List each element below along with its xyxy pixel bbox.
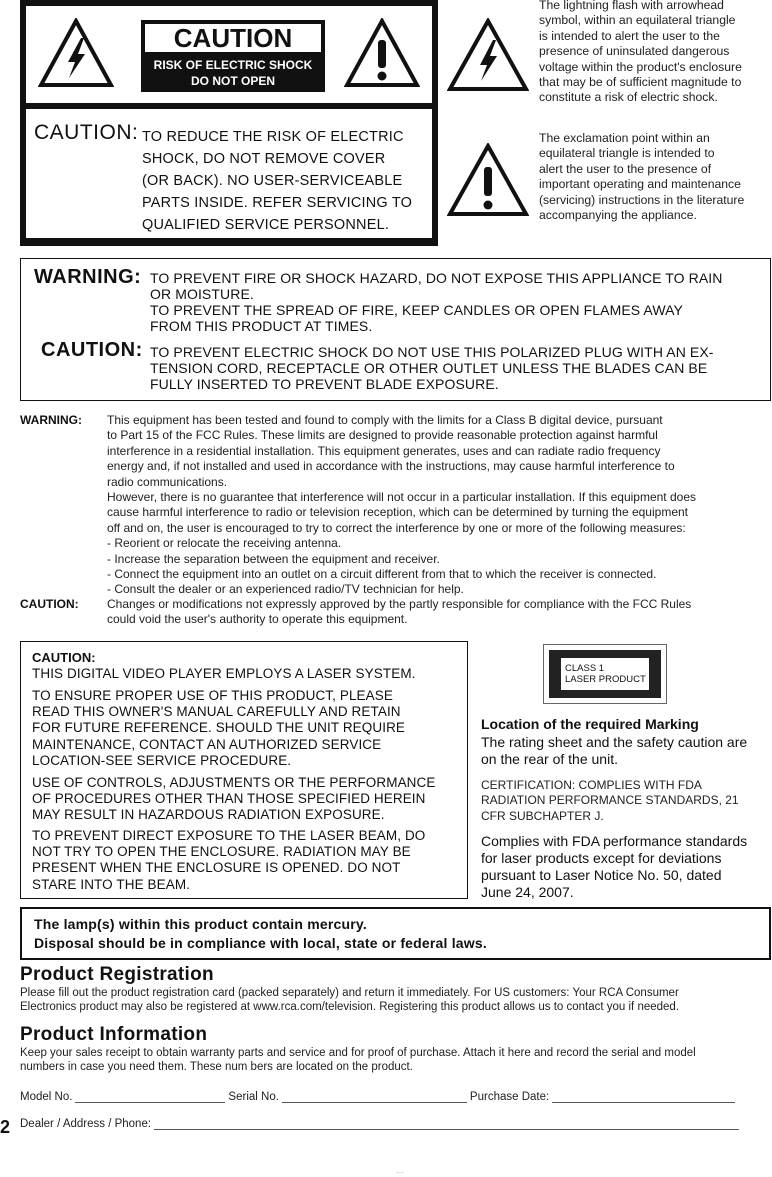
text-line: presence of uninsulated dangerous bbox=[539, 44, 730, 59]
certification-text bbox=[481, 778, 771, 824]
text-line: The rating sheet and the safety caution are bbox=[481, 734, 748, 750]
model-number-field[interactable] bbox=[75, 1092, 225, 1103]
purchase-date-field[interactable] bbox=[552, 1092, 735, 1103]
caution-label: CAUTION: bbox=[41, 339, 143, 361]
text-line: FROM THIS PRODUCT AT TIMES. bbox=[150, 318, 373, 334]
information-title: Product Information bbox=[20, 1024, 208, 1045]
laser-caution-box bbox=[20, 641, 468, 899]
label-line: CLASS 1 bbox=[565, 663, 605, 674]
mercury-notice-box bbox=[20, 907, 771, 960]
caution-line: (OR BACK). NO USER-SERVICEABLE bbox=[142, 173, 403, 189]
model-label: Model No. bbox=[20, 1091, 73, 1103]
list-item: - Connect the equipment into an outlet on a circuit different from that to which the receiver is connected. bbox=[107, 567, 657, 582]
list-item: - Increase the separation between the equipment and receiver. bbox=[107, 551, 440, 566]
lightning-triangle-icon bbox=[447, 18, 529, 92]
text-line: The lightning flash with arrowhead bbox=[539, 0, 724, 12]
laser-caution-label: CAUTION: bbox=[32, 650, 96, 665]
text-line: June 24, 2007. bbox=[481, 884, 574, 900]
list-item: - Reorient or relocate the receiving antenna. bbox=[107, 536, 342, 551]
text-line: that may be of sufficient magnitude to bbox=[539, 75, 742, 90]
text-line: symbol, within an equilateral triangle bbox=[539, 13, 736, 28]
caution-banner-line2: DO NOT OPEN bbox=[190, 74, 275, 88]
text-line: MAINTENANCE, CONTACT AN AUTHORIZED SERVICE bbox=[32, 736, 382, 752]
caution-label-panel bbox=[20, 0, 438, 246]
text-line: for laser products except for deviations bbox=[481, 850, 722, 866]
caution-text-area bbox=[26, 109, 432, 238]
caution-text bbox=[142, 126, 432, 236]
text-line: pursuant to Laser Notice No. 50, dated bbox=[481, 867, 722, 883]
text-line: PRESENT WHEN THE ENCLOSURE IS OPENED. DO NOT bbox=[32, 860, 401, 876]
text-line: RADIATION PERFORMANCE STANDARDS, 21 bbox=[481, 793, 739, 808]
text-line: radio communications. bbox=[107, 474, 228, 489]
class1-laser-label bbox=[543, 644, 667, 704]
text-line: The exclamation point within an bbox=[539, 131, 710, 145]
fda-compliance-text bbox=[481, 833, 771, 901]
text-line: READ THIS OWNER'S MANUAL CAREFULLY AND RETAIN bbox=[32, 704, 401, 720]
marking-text bbox=[481, 734, 771, 768]
text-line: FOR FUTURE REFERENCE. SHOULD THE UNIT REQUIRE bbox=[32, 720, 406, 736]
text-line: constitute a risk of electric shock. bbox=[539, 90, 718, 105]
warning-box bbox=[20, 258, 771, 401]
text-line: equilateral triangle is intended to bbox=[539, 146, 715, 161]
text-line: accompanying the appliance. bbox=[539, 208, 697, 223]
caution-line: PARTS INSIDE. REFER SERVICING TO bbox=[142, 195, 413, 211]
registration-title: Product Registration bbox=[20, 964, 214, 985]
text-line: voltage within the product's enclosure bbox=[539, 59, 742, 74]
fcc-warning-label: WARNING: bbox=[20, 413, 82, 427]
text-line: STARE INTO THE BEAM. bbox=[32, 876, 191, 892]
text-line: could void the user's authority to operate this equipment. bbox=[107, 612, 408, 627]
dealer-label: Dealer / Address / Phone: bbox=[20, 1118, 152, 1130]
exclamation-triangle-icon bbox=[344, 18, 420, 88]
text-line: important operating and maintenance bbox=[539, 177, 741, 192]
text-line: OR MOISTURE. bbox=[150, 286, 254, 302]
text-line: THIS DIGITAL VIDEO PLAYER EMPLOYS A LASER SYSTEM. bbox=[32, 666, 416, 681]
exclamation-explanation bbox=[539, 131, 771, 223]
dealer-row bbox=[20, 1118, 742, 1130]
warning-text bbox=[150, 270, 765, 334]
text-line: Complies with FDA performance standards bbox=[481, 833, 748, 849]
warning-label: WARNING: bbox=[34, 266, 142, 288]
text-line: off and on, the user is encouraged to try to correct the interference by one or more of the following measures: bbox=[107, 520, 686, 535]
text-line: Please fill out the product registration card (packed separately) and return it immediately. For US customers: Your RCA Consumer bbox=[20, 987, 679, 999]
caution-symbol-row bbox=[26, 6, 432, 103]
text-line: alert the user to the presence of bbox=[539, 161, 712, 176]
fcc-caution-label: CAUTION: bbox=[20, 597, 79, 611]
purchase-date-label: Purchase Date: bbox=[469, 1091, 550, 1103]
lightning-explanation bbox=[539, 0, 771, 106]
exclamation-triangle-icon bbox=[447, 143, 529, 217]
lightning-triangle-icon bbox=[38, 18, 114, 88]
mercury-line: Disposal should be in compliance with local, state or federal laws. bbox=[34, 935, 487, 951]
label-text bbox=[561, 658, 649, 690]
caution-banner-word: CAUTION bbox=[145, 24, 321, 52]
text-line: Changes or modifications not expressly approved by the partly responsible for compliance with the FCC Rules bbox=[107, 597, 692, 611]
laser-paragraph bbox=[32, 688, 464, 769]
text-line: NOT TRY TO OPEN THE ENCLOSURE. RADIATION MAY BE bbox=[32, 844, 411, 860]
text-line: CFR SUBCHAPTER J. bbox=[481, 808, 604, 823]
text-line: on the rear of the unit. bbox=[481, 751, 618, 767]
list-item: - Consult the dealer or an experienced radio/TV technician for help. bbox=[107, 582, 464, 597]
text-line: (servicing) instructions in the literature bbox=[539, 192, 745, 207]
text-line: to Part 15 of the FCC Rules. These limits are designed to provide reasonable protection against harmful bbox=[107, 428, 658, 443]
text-line: TO PREVENT DIRECT EXPOSURE TO THE LASER BEAM, DO bbox=[32, 828, 426, 843]
caution-text bbox=[150, 344, 765, 392]
text-line: interference in a residential installation. This equipment generates, uses and can radiate radio frequency bbox=[107, 443, 661, 458]
text-line: This equipment has been tested and found to comply with the limits for a Class B digital device, pursuant bbox=[107, 413, 663, 427]
laser-paragraph bbox=[32, 828, 464, 893]
caution-line: TO REDUCE THE RISK OF ELECTRIC bbox=[142, 129, 404, 145]
serial-label: Serial No. bbox=[228, 1091, 279, 1103]
text-line: TO PREVENT FIRE OR SHOCK HAZARD, DO NOT EXPOSE THIS APPLIANCE TO RAIN bbox=[150, 270, 723, 286]
caution-line: QUALIFIED SERVICE PERSONNEL. bbox=[142, 217, 390, 233]
text-line: Electronics product may also be registered at www.rca.com/television. Registering this product allows us to contact you if needed. bbox=[20, 1001, 680, 1013]
marking-title: Location of the required Marking bbox=[481, 716, 699, 732]
text-line: is intended to alert the user to the bbox=[539, 28, 720, 43]
text-line: CERTIFICATION: COMPLIES WITH FDA bbox=[481, 778, 702, 792]
registration-text bbox=[20, 986, 770, 1014]
text-line: FULLY INSERTED TO PREVENT BLADE EXPOSURE. bbox=[150, 376, 499, 392]
fcc-warning-text bbox=[107, 413, 769, 598]
laser-paragraph bbox=[32, 775, 464, 824]
label-line: LASER PRODUCT bbox=[565, 674, 646, 685]
scan-mark: ··· bbox=[396, 1168, 404, 1177]
text-line: energy and, if not installed and used in accordance with the instructions, may cause harmful interference to bbox=[107, 459, 675, 474]
text-line: TENSION CORD, RECEPTACLE OR OTHER OUTLET UNLESS THE BLADES CAN BE bbox=[150, 360, 708, 376]
text-line: However, there is no guarantee that interference will not occur in a particular installation. If this equipment does bbox=[107, 490, 696, 505]
caution-line: SHOCK, DO NOT REMOVE COVER bbox=[142, 151, 386, 167]
fcc-caution-text bbox=[107, 597, 769, 628]
text-line: LOCATION-SEE SERVICE PROCEDURE. bbox=[32, 752, 292, 768]
text-line: TO PREVENT ELECTRIC SHOCK DO NOT USE THIS POLARIZED PLUG WITH AN EX- bbox=[150, 344, 714, 360]
caution-banner bbox=[141, 20, 325, 92]
record-row bbox=[20, 1091, 738, 1103]
dealer-field[interactable] bbox=[154, 1119, 739, 1130]
caution-banner-line1: RISK OF ELECTRIC SHOCK bbox=[153, 58, 313, 72]
text-line: Keep your sales receipt to obtain warranty parts and service and for proof of purchase. Attach it here and record the serial and model bbox=[20, 1047, 696, 1059]
text-line: cause harmful interference to radio or television reception, which can be determined by turning the equipment bbox=[107, 505, 688, 520]
text-line: USE OF CONTROLS, ADJUSTMENTS OR THE PERFORMANCE bbox=[32, 775, 436, 790]
laser-paragraph bbox=[32, 666, 464, 682]
information-text bbox=[20, 1046, 770, 1074]
text-line: TO ENSURE PROPER USE OF THIS PRODUCT, PLEASE bbox=[32, 688, 393, 703]
mercury-line: The lamp(s) within this product contain mercury. bbox=[34, 916, 367, 932]
text-line: TO PREVENT THE SPREAD OF FIRE, KEEP CANDLES OR OPEN FLAMES AWAY bbox=[150, 302, 683, 318]
serial-number-field[interactable] bbox=[282, 1092, 467, 1103]
text-line: numbers in case you need them. These num bers are located on the product. bbox=[20, 1061, 413, 1073]
page-number: 2 bbox=[0, 1117, 11, 1137]
caution-label: CAUTION: bbox=[34, 121, 139, 144]
text-line: MAY RESULT IN HAZARDOUS RADIATION EXPOSURE. bbox=[32, 807, 385, 823]
text-line: OF PROCEDURES OTHER THAN THOSE SPECIFIED HEREIN bbox=[32, 791, 426, 807]
